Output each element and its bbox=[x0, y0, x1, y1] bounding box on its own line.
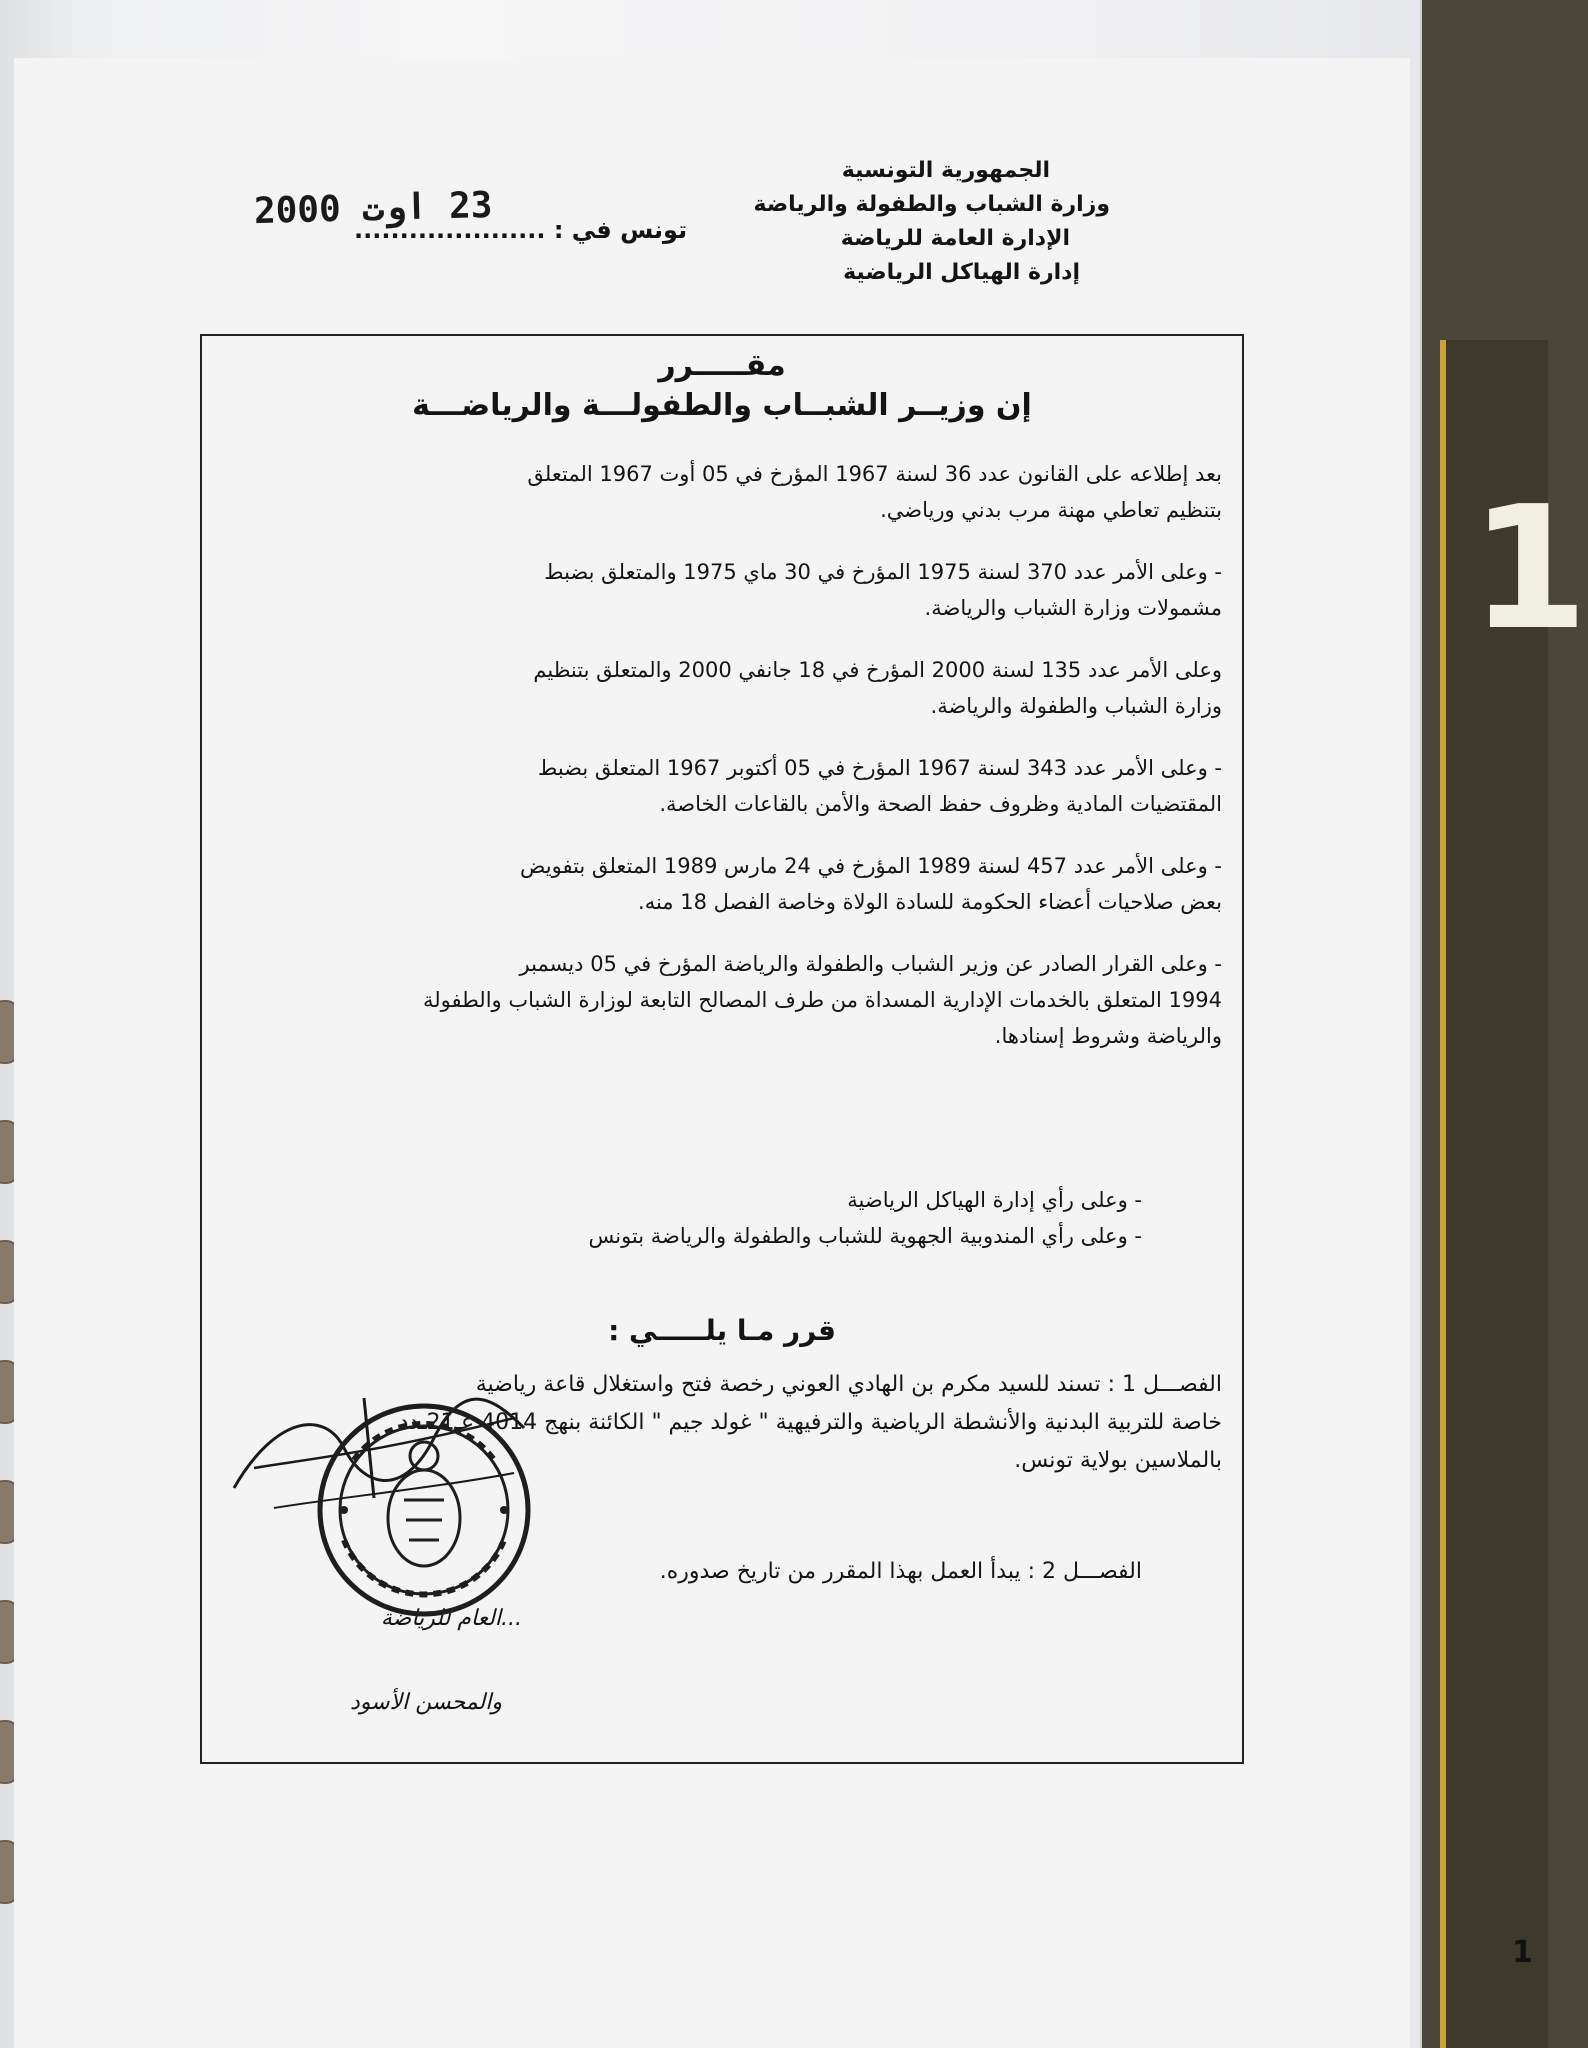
preamble-paragraph: - وعلى القرار الصادر عن وزير الشباب والطفولة والرياضة المؤرخ في 05 ديسمبر 1994 المتعلق بالخدمات الإدارية المسداة من طرف المصالح التابعة لوزارة الشباب والطفولة والرياضة وشروط إسنادها. bbox=[422, 952, 1222, 1048]
date-label: تونس في : ..................... bbox=[354, 216, 688, 244]
preamble-paragraph: - وعلى رأي إدارة الهياكل الرياضية - وعلى رأي المندوبية الجهوية للشباب والطفولة والرياضة بتونس bbox=[588, 1188, 1142, 1248]
letterhead-line-republic: الجمهورية التونسية bbox=[841, 158, 1050, 183]
preamble-paragraph: بعد إطلاعه على القانون عدد 36 لسنة 1967 المؤرخ في 05 أوت 1967 المتعلق بتنظيم تعاطي مهنة مرب بدني ورياضي. bbox=[527, 462, 1222, 522]
document-page bbox=[14, 58, 1410, 2048]
binder-label: 1 bbox=[1470, 470, 1588, 668]
preamble-paragraph: - وعلى الأمر عدد 343 لسنة 1967 المؤرخ في 05 أكتوبر 1967 المتعلق بضبط المقتضيات المادية وظروف حفظ الصحة والأمن بالقاعات الخاصة. bbox=[537, 756, 1222, 816]
preamble-paragraph: وعلى الأمر عدد 135 لسنة 2000 المؤرخ في 18 جانفي 2000 والمتعلق بتنظيم وزارة الشباب والطفولة والرياضة. bbox=[533, 658, 1222, 718]
letterhead-line-department: إدارة الهياكل الرياضية bbox=[843, 260, 1080, 285]
letterhead-line-directorate: الإدارة العامة للرياضة bbox=[840, 226, 1070, 251]
preamble-paragraph: - وعلى الأمر عدد 457 لسنة 1989 المؤرخ في 24 مارس 1989 المتعلق بتفويض بعض صلاحيات أعضاء الحكومة للسادة الولاة وخاصة الفصل 18 منه. bbox=[520, 854, 1222, 914]
date-value: 23 اوت 2000 bbox=[253, 184, 493, 233]
minister-heading: إن وزيــر الشبــاب والطفولـــة والرياضـــة bbox=[412, 388, 1032, 423]
letterhead-line-ministry: وزارة الشباب والطفولة والرياضة bbox=[753, 192, 1110, 217]
article-1: الفصـــل 1 : تسند للسيد مكرم بن الهادي العوني رخصة فتح واستغلال قاعة رياضية خاصة للتربية البدنية والأنشطة الرياضية والترفيهية " غولد جيم " الكائنة بنهج 4014 عـ21ـدد بالملاسين بولاية تونس. bbox=[398, 1372, 1222, 1473]
decides-heading: قرر مـا يلـــــي : bbox=[608, 1314, 836, 1347]
article-2: الفصـــل 2 : يبدأ العمل بهذا المقرر من تاريخ صدوره. bbox=[659, 1559, 1142, 1584]
preamble-paragraph: - وعلى الأمر عدد 370 لسنة 1975 المؤرخ في 30 ماي 1975 والمتعلق بضبط مشمولات وزارة الشباب والرياضة. bbox=[544, 560, 1222, 620]
letterhead bbox=[690, 158, 1110, 318]
decision-title: مقـــــرر bbox=[658, 348, 786, 383]
corner-page-number: 1 bbox=[1512, 1935, 1533, 1970]
official-stamp-seal bbox=[314, 1400, 534, 1620]
signature-name: والمحسن الأسود bbox=[350, 1690, 502, 1715]
signature-title: ...العام للرياضة bbox=[380, 1606, 522, 1631]
